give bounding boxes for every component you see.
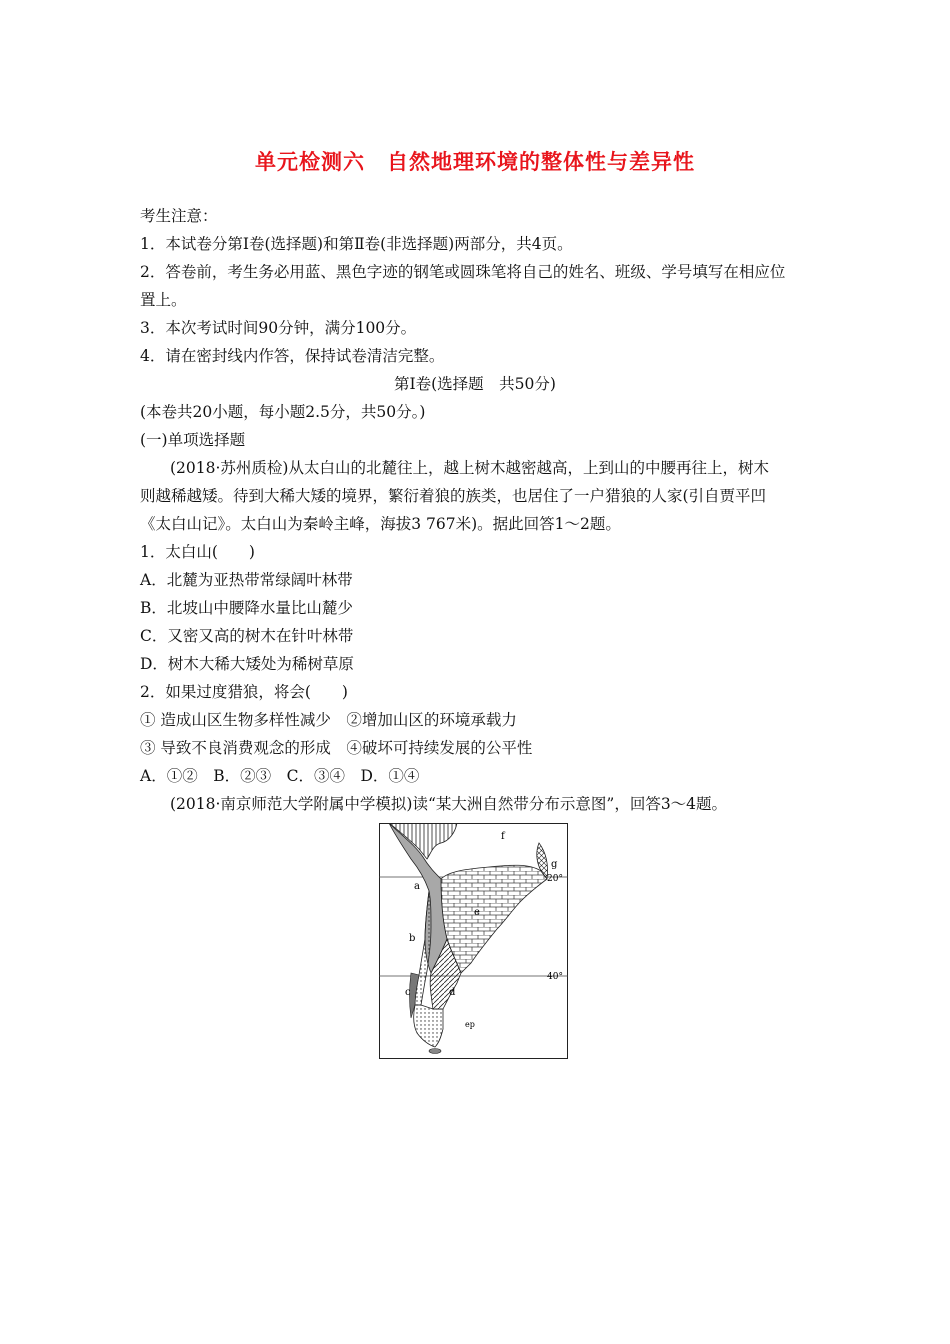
q1-option-a: A．北麓为亚热带常绿阔叶林带 xyxy=(140,571,353,589)
island-tierra-del-fuego xyxy=(429,1049,441,1054)
label-d: d xyxy=(449,987,456,998)
label-lat20: 20° xyxy=(547,874,563,884)
label-a: a xyxy=(414,881,420,892)
q2-statements-2: ③ 导致不良消费观念的形成 ④破坏可持续发展的公平性 xyxy=(140,739,533,757)
q1-option-d: D．树木大稀大矮处为稀树草原 xyxy=(140,655,354,673)
notice-item-1: 1．本试卷分第Ⅰ卷(选择题)和第Ⅱ卷(非选择题)两部分，共4页。 xyxy=(140,235,573,253)
label-b: b xyxy=(409,933,416,944)
section-title: 第Ⅰ卷(选择题 共50分) xyxy=(394,375,556,393)
q2-statements-1: ① 造成山区生物多样性减少 ②增加山区的环境承载力 xyxy=(140,711,517,729)
section-subtitle: (一)单项选择题 xyxy=(140,431,246,449)
natural-zone-map xyxy=(379,823,568,1059)
notice-item-2-cont: 置上。 xyxy=(140,291,187,309)
notice-item-4: 4．请在密封线内作答，保持试卷清洁完整。 xyxy=(140,347,445,365)
page-title: 单元检测六 自然地理环境的整体性与差异性 xyxy=(255,149,695,174)
notice-item-3: 3．本次考试时间90分钟，满分100分。 xyxy=(140,319,417,337)
label-g: g xyxy=(551,859,558,870)
q2-options: A．①② B．②③ C．③④ D．①④ xyxy=(140,767,420,785)
q1-option-b: B．北坡山中腰降水量比山麓少 xyxy=(140,599,353,617)
passage1-line-1: (2018·苏州质检)从太白山的北麓往上，越上树木越密越高，上到山的中腰再往上，树木 xyxy=(170,459,769,477)
q1-stem: 1．太白山( ) xyxy=(140,543,255,561)
label-ocean: ep xyxy=(465,1020,475,1029)
label-c: c xyxy=(405,987,411,998)
passage1-line-2: 则越稀越矮。待到大稀大矮的境界，繁衍着狼的族类，也居住了一户猎狼的人家(引自贾平凹 xyxy=(140,487,767,505)
section-note: (本卷共20小题，每小题2.5分，共50分。) xyxy=(140,403,426,421)
q2-stem: 2．如果过度猎狼，将会( ) xyxy=(140,683,348,701)
label-e: e xyxy=(474,907,480,918)
notice-heading: 考生注意： xyxy=(140,207,218,225)
notice-item-2: 2．答卷前，考生务必用蓝、黑色字迹的钢笔或圆珠笔将自己的姓名、班级、学号填写在相应位 xyxy=(140,263,786,281)
label-lat40: 40° xyxy=(547,972,563,982)
passage1-line-3: 《太白山记》。太白山为秦岭主峰，海拔3 767米)。据此回答1～2题。 xyxy=(140,515,621,533)
q1-option-c: C．又密又高的树木在针叶林带 xyxy=(140,627,354,645)
passage2: (2018·南京师范大学附属中学模拟)读“某大洲自然带分布示意图”，回答3～4题。 xyxy=(170,795,728,813)
label-f: f xyxy=(501,831,505,842)
